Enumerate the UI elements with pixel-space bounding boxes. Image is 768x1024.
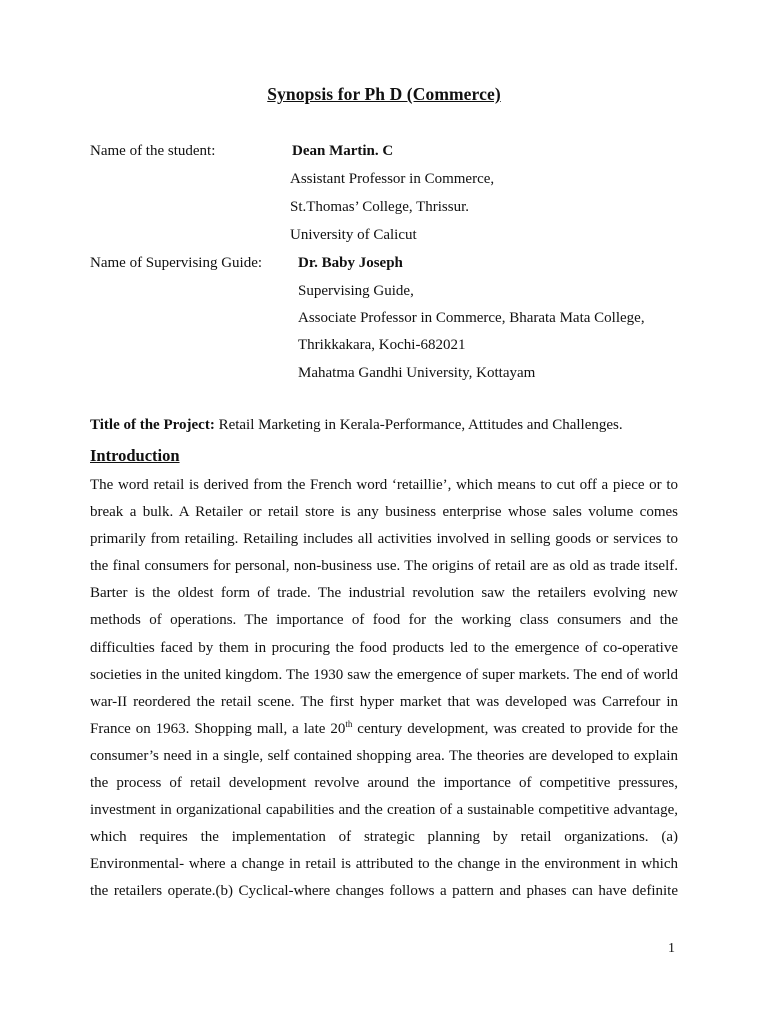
student-name: Dean Martin. C <box>292 143 394 159</box>
project-title <box>90 417 623 434</box>
introduction-paragraph <box>90 472 678 906</box>
student-label: Name of the student: <box>90 143 216 159</box>
guide-line: Supervising Guide, <box>298 283 414 299</box>
intro-text-part: century development, was created to provide for the consumer’s need in a single, self contained shopping area. The theories are developed to explain the process of retail development revolve around the importance of competitive pressures, investment in organizational capabilities and the creation of a sustainable competitive advantage, which requires the implementation of strategic planning by retail organizations. (a) Environmental- where a change in retail is attributed to the change in the environment in which the retailers operate.(b) Cyclical-where changes follows a pattern and phases can have definite <box>90 720 678 900</box>
guide-name: Dr. Baby Joseph <box>298 255 403 271</box>
guide-label: Name of Supervising Guide: <box>90 255 263 271</box>
student-line: University of Calicut <box>290 227 417 243</box>
document-title: Synopsis for Ph D (Commerce) <box>267 84 501 104</box>
project-title-value: Retail Marketing in Kerala-Performance, Attitudes and Challenges. <box>218 417 623 433</box>
project-title-label: Title of the Project: <box>90 417 215 433</box>
intro-text-part: The word retail is derived from the French word ‘retaillie’, which means to cut off a piece or to break a bulk. A Retailer or retail store is any business enterprise whose sales volume comes primarily from retailing. Retailing includes all activities involved in selling goods or services to the final consumers for personal, non-business use. The origins of retail are as old as trade itself. Barter is the oldest form of trade. The industrial revolution saw the retailers evolving new methods of operations. The importance of food for the working class consumers and the difficulties faced by them in procuring the food products led to the emergence of co-operative societies in the united kingdom. The 1930 saw the emergence of super markets. The end of world war-II reordered the retail scene. The first hyper market that was developed was Carrefour in France on 1963. Shopping mall, a late 20 <box>90 477 678 737</box>
guide-line: Mahatma Gandhi University, Kottayam <box>298 365 536 381</box>
guide-line: Associate Professor in Commerce, Bharata Mata College, <box>298 310 645 326</box>
intro-superscript: th <box>345 718 353 729</box>
guide-line: Thrikkakara, Kochi-682021 <box>298 337 466 353</box>
student-line: St.Thomas’ College, Thrissur. <box>290 199 470 215</box>
section-heading-introduction: Introduction <box>90 446 180 465</box>
page-number: 1 <box>668 941 675 956</box>
student-line: Assistant Professor in Commerce, <box>290 171 495 187</box>
